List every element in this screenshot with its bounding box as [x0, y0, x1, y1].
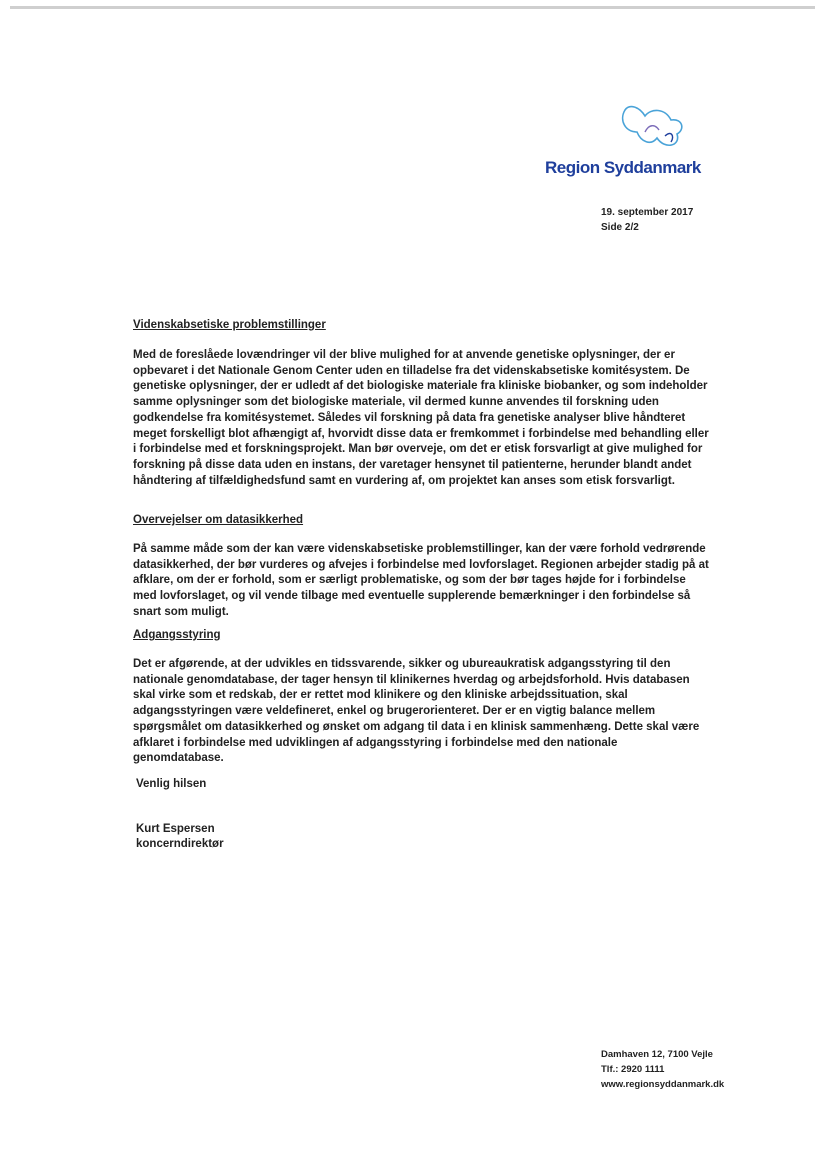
top-rule	[10, 6, 815, 9]
section-body-research-ethics: Med de foreslåede lovændringer vil der blive mulighed for at anvende genetiske oplysninger, der er opbevaret i det Nationale Genom Center uden en tilladelse fra det videnskabsetiske komitésystem. De genetiske oplysninger, der er udledt af det biologiske materiale fra kliniske biobanker, og som indeholder samme oplysninger som det biologiske materiale, vil dermed kunne anvendes til forskning uden godkendelse fra komitésystemet. Således vil forskning på data fra genetiske analyser blive håndteret meget forskelligt blot afhængigt af, hvorvidt disse data er fremkommet i forbindelse med behandling eller i forbindelse med et forskningsprojekt. Man bør overveje, om det er etisk forsvarligt at give mulighed for forskning på disse data uden en instans, der varetager hensynet til patienterne, herunder blandt andet håndtering af tilfældighedsfund samt en vurdering af, om projektet kan anses som etisk forsvarligt.	[133, 349, 709, 487]
signatory-name: Kurt Espersen	[136, 823, 215, 835]
footer-contact	[601, 1047, 724, 1092]
footer-phone: Tlf.: 2920 1111	[601, 1064, 665, 1075]
letter-meta	[601, 205, 693, 235]
letter-date: 19. september 2017	[601, 207, 694, 218]
footer-website[interactable]: www.regionsyddanmark.dk	[601, 1079, 725, 1090]
section-heading-access-control: Adgangsstyring	[133, 629, 221, 641]
closing-greeting: Venlig hilsen	[136, 778, 207, 790]
page-number: Side 2/2	[601, 222, 639, 233]
section-heading-research-ethics: Videnskabsetiske problemstillinger	[133, 319, 326, 331]
section-heading-data-security: Overvejelser om datasikkerhed	[133, 514, 304, 526]
footer-address: Damhaven 12, 7100 Vejle	[601, 1049, 713, 1060]
region-logo-icon	[615, 102, 695, 158]
section-body-data-security: På samme måde som der kan være videnskabsetiske problemstillinger, kan der være forhold vedrørende datasikkerhed, der bør vurderes og afvejes i forbindelse med lovforslaget. Regionen arbejder stadig på at afklare, om der er forhold, som er særligt problematiske, og som der bør tages højde for i forbindelse med lovforslaget, og vil vende tilbage med eventuelle supplerende bemærkninger i den forbindelse så snart som muligt.	[133, 543, 709, 618]
brand-name: Region Syddanmark	[545, 158, 701, 177]
region-logo	[545, 102, 701, 182]
signatory	[136, 822, 224, 852]
signatory-title: koncerndirektør	[136, 838, 224, 850]
section-body-access-control: Det er afgørende, at der udvikles en tidssvarende, sikker og ubureaukratisk adgangsstyring til den nationale genomdatabase, der tager hensyn til klinikernes hverdag og arbejdsforhold. Hvis databasen skal virke som et redskab, der er rettet mod klinikere og den kliniske arbejdssituation, skal adgangsstyringen være veldefineret, enkel og brugerorienteret. Der er en vigtig balance mellem spørgsmålet om datasikkerhed og ønsket om adgang til data i en klinisk sammenhæng. Dette skal være afklaret i forbindelse med udviklingen af adgangsstyring i forbindelse med den nationale genomdatabase.	[133, 658, 700, 765]
